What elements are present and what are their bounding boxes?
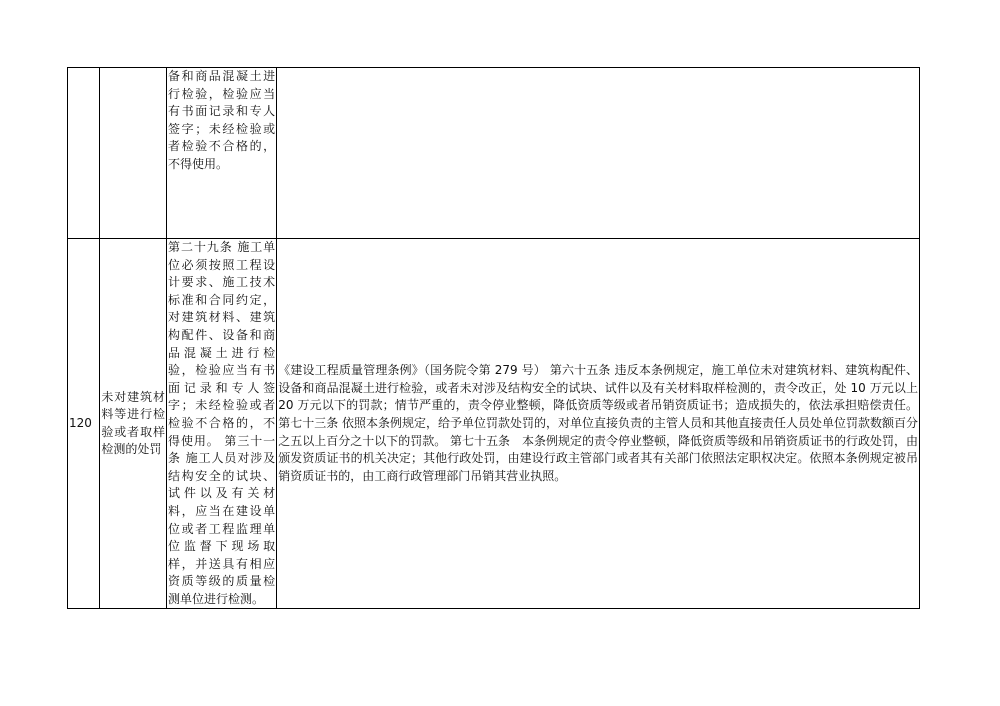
penalty-cell (277, 68, 920, 239)
penalty-cell: 《建设工程质量管理条例》（国务院令第 279 号） 第六十五条 违反本条例规定，施工单位未对建筑材料、建筑构配件、设备和商品混凝土进行检验，或者未对涉及结构安全的试块、试件以及有关材料取样检测的，责令改正，处 10 万元以上 20 万元以下的罚款；情节严重的，责令停业整顿，降低资质等级或者吊销资质证书；造成损失的，依法承担赔偿责任。 第七十三条 依照本条例规定，给予单位罚款处罚的，对单位直接负责的主管人员和其他直接责任人员处单位罚款数额百分之五以上百分之十以下的罚款。 第七十五条 本条例规定的责令停业整顿，降低资质等级和吊销资质证书的行政处罚，由颁发资质证书的机关决定；其他行政处罚，由建设行政主管部门或者其有关部门依照法定职权决定。依照本条例规定被吊销资质证书的，由工商行政管理部门吊销其营业执照。 (277, 239, 920, 609)
legal-basis-cell: 第二十九条 施工单位必须按照工程设计要求、施工技术标准和合同约定，对建筑材料、建筑构配件、设备和商品混凝土进行检验，检验应当有书面记录和专人签字；未经检验或者检验不合格的，不得使用。 第三十一条 施工人员对涉及结构安全的试块、试件以及有关材料，应当在建设单位或者工程监理单位监督下现场取样，并送具有相应资质等级的质量检测单位进行检测。 (167, 239, 277, 609)
row-number-cell: 120 (68, 239, 100, 609)
regulation-table (67, 67, 920, 609)
item-name-cell: 未对建筑材料等进行检验或者取样检测的处罚 (100, 239, 167, 609)
legal-basis-text: 备和商品混凝土进行检验，检验应当有书面记录和专人签字；未经检验或者检验不合格的，不得使用。 (168, 69, 276, 171)
table-row (68, 68, 920, 239)
legal-basis-cell (167, 68, 277, 239)
item-name-cell (100, 68, 167, 239)
row-number-cell (68, 68, 100, 239)
table-row (68, 239, 920, 609)
